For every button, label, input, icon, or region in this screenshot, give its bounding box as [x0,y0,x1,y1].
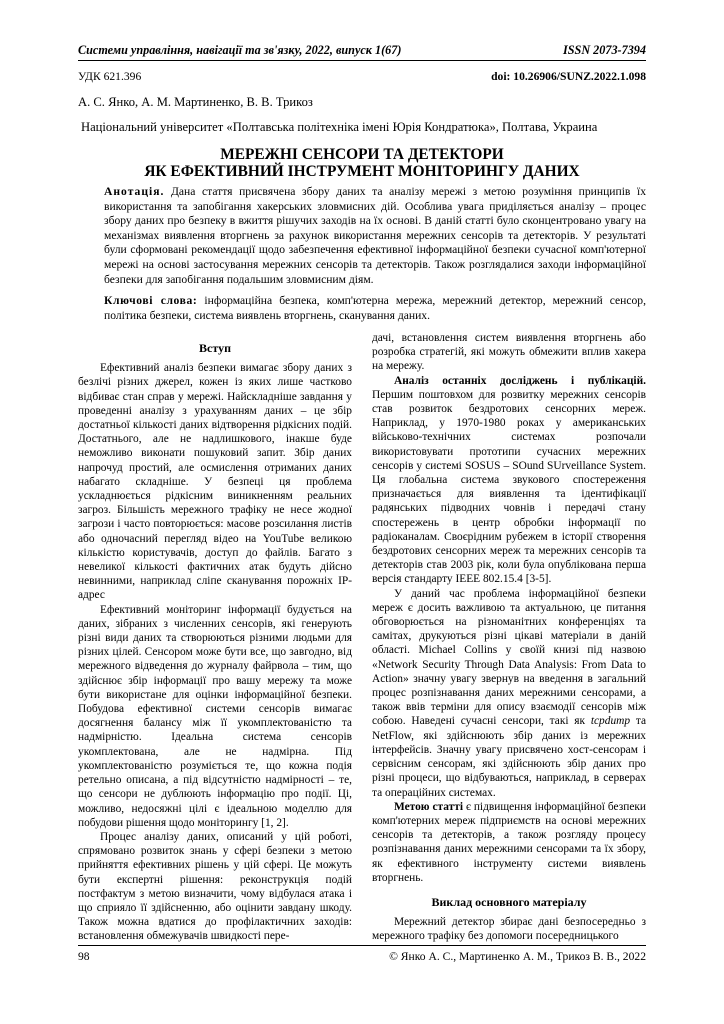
meta-line [78,70,646,86]
keywords [104,294,646,323]
header-rule [78,60,646,61]
paragraph: Мережний детектор збирає дані безпосередньо з мережного трафіку без допомоги посередницького [372,916,646,943]
paragraph-text: та NetFlow, які здійснюють збір даних із мережних інтерфейсів. Значну увагу присвячено хост-сенсорам і сервісним сенсорам, які здійснюють збір даних про різні процеси, що відбуваються, наприклад, в серверах та операційних системах. [372,715,647,799]
abstract [104,185,646,287]
run-in-heading: Метою статті [394,800,464,813]
running-head [78,43,646,59]
keywords-text: інформаційна безпека, комп'ютерна мережа, мережний детектор, мережний сенсор, політика безпеки, система виявлень вторгнень, сканування даних. [104,294,647,322]
paragraph-text: У даний час проблема інформаційної безпеки мереж є досить важливою та актуальною, це питання обговорюється на різноманітних конференціях та самітах, друкуються різні цікаві матеріали в даній області. Michael Collins у своїй книзі під назвою «Network Security Through Data Analysis: From Data to Action» значну увагу звернув на введення в загальний процес розпізнавання даних мережними сенсорами, а також ввів терміни для опису взаємодії сенсорів між собою. Наведені сучасні сенсори, такі як [372,587,646,728]
page-number: 98 [78,950,90,963]
issn: ISSN 2073-7394 [563,43,646,57]
paragraph-text: Першим поштовхом для розвитку мережних сенсорів став розвиток бездротових сенсорних мереж. Наприклад, у 1970-1980 роках у американських військово-технічних системах розпочали використовувати прототипи сучасних мережних сенсорів у системі SOSUS – SOund SUrveillance System. Ця глобальна система звукового спостереження призначається для виявлення та ідентифікації радянських підводних човнів і передачі стану спостережень в центр обробки інформації по радіоканалам. Своєрідним рубежем в історії створення бездротових сенсорних мереж та мережних сенсорів та детекторів став 2003 рік, коли була опублікована перша версія стандарту IEEE 802.15.4 [3-5]. [372,388,646,586]
left-column [78,331,352,944]
section-heading-intro: Вступ [199,341,231,355]
doi: doi: 10.26906/SUNZ.2022.1.098 [491,70,646,83]
paper-title [78,146,646,180]
title-line-1: МЕРЕЖНІ СЕНСОРИ ТА ДЕТЕКТОРИ [220,146,504,163]
journal-title: Системи управління, навігації та зв'язку, 2022, випуск 1(67) [78,43,402,57]
paragraph-text: є підвищення інформаційної безпеки комп'ютерних мереж підприємств на основі мережних сенсорів та детекторів, а також розгляду процесу розпізнавання даних мережними сенсорами та їх збору, як ефективного інструменту системи виявлень вторгнень. [372,800,647,884]
paragraph: Ефективний аналіз безпеки вимагає збору даних з безлічі різних джерел, кожен із яких лише частково відбиває стан справ у мережі. Найскладніше завдання у проведенні аналізу з урахуванням даних – це збір достатньої кількості даних відтворення рідкісних подій. Достатнього, але не надлишкового, інакше буде неможливо виконати пошуковий запит. Збір даних напрочуд простий, але осмислення отриманих даних набагато складніше. У безпеці ця проблема ускладнюється рідкісним виникненням реальних загроз. Більшість мережного трафіку не несе жодної загрози і часто повторюється: масове розсилання листів або одночасний перегляд відео на YouTube великою кількістю користувачів, доступ до файлів. Багато з невеликої кількості фактичних атак будуть дійсно невинними, наприклад сліпе сканування порожніх IP-адрес [78,362,352,602]
abstract-label: Анотація. [104,185,165,198]
run-in-heading: Аналіз останніх досліджень і публікацій. [394,374,646,387]
paragraph [372,587,646,800]
authors: А. С. Янко, А. М. Мартиненко, В. В. Трикоз [78,95,313,109]
tool-name: tcpdump [590,715,631,728]
paragraph [372,800,646,885]
copyright: © Янко А. С., Мартиненко А. М., Трикоз В. В., 2022 [389,950,646,963]
paper-page [78,0,646,1024]
affiliation: Національний університет «Полтавська політехніка імені Юрія Кондратюка», Полтава, Украина [81,120,598,134]
paragraph: Ефективний моніторинг інформації будується на даних, зібраних з численних сенсорів, які генерують різні види даних та створюються різними людьми для різних цілей. Сенсором може бути все, що завгодно, від мережного відведення до журналу файрвола – тим, що здійснює збір інформації про вашу мережу та може бути використане для оцінки інформаційної безпеки. Побудова ефективної системи сенсорів вимагає досягнення балансу між її укомплектованістю та надмірністю. Ідеальна система сенсорів укомплектована, але не надмірна. Під укомплектованістю розуміється те, що кожна подія ретельно описана, а під відсутністю надмірності – те, що сенсори не дублюють інформацію про події. Ці, можливо, недосяжні цілі є ідеальною моделлю для побудови рішення щодо моніторингу [1, 2]. [78,603,352,829]
keywords-label: Ключові слова: [104,294,198,307]
section-heading-main: Виклад основного матеріалу [431,894,587,909]
paragraph: Процес аналізу даних, описаний у цій роботі, спрямовано розвиток знань у сфері безпеки з метою прийняття ефективних рішень у цій сфері. Це можуть бути експертні рішення: реконструкція подій постфактум з метою визначити, чому відбулася атака і що сприяло її здійсненню, або оцінити завдану шкоду. Також можна вдатися до профілактичних заходів: встановлення обмежувачів швидкості пере- [78,830,352,943]
footer-rule [78,945,646,946]
paragraph: дачі, встановлення систем виявлення вторгнень або розробка стратегій, які можуть обмежити вплив хакера на мережу. [372,332,646,373]
title-line-2: ЯК ЕФЕКТИВНИЙ ІНСТРУМЕНТ МОНІТОРИНГУ ДАНИХ [144,163,580,180]
udk-code: УДК 621.396 [78,70,142,83]
page-footer [78,950,646,966]
right-column [372,331,646,944]
paragraph [372,374,646,587]
abstract-text: Дана стаття присвячена збору даних та аналізу мережі з метою розуміння принципів їх використання та запобігання хакерських зловмисних дій. Особлива увага приділяється аналізу – процес збору даних про безпеку в вжиття рішучих заходів на їх основі. В даній статті було сконцентровано увагу на механізмах виявлення вторгнень за рахунок використання мережних сенсорів та детекторів. У результаті були сформовані рекомендації щодо забезпечення ефективної інформаційної безпеки сучасної комп'ютерної мережі на основі застосування мережних сенсорів та детекторів. Також розглядалися заходи інформаційної безпеки для запобігання подальшим зловмисним діям. [104,185,646,286]
